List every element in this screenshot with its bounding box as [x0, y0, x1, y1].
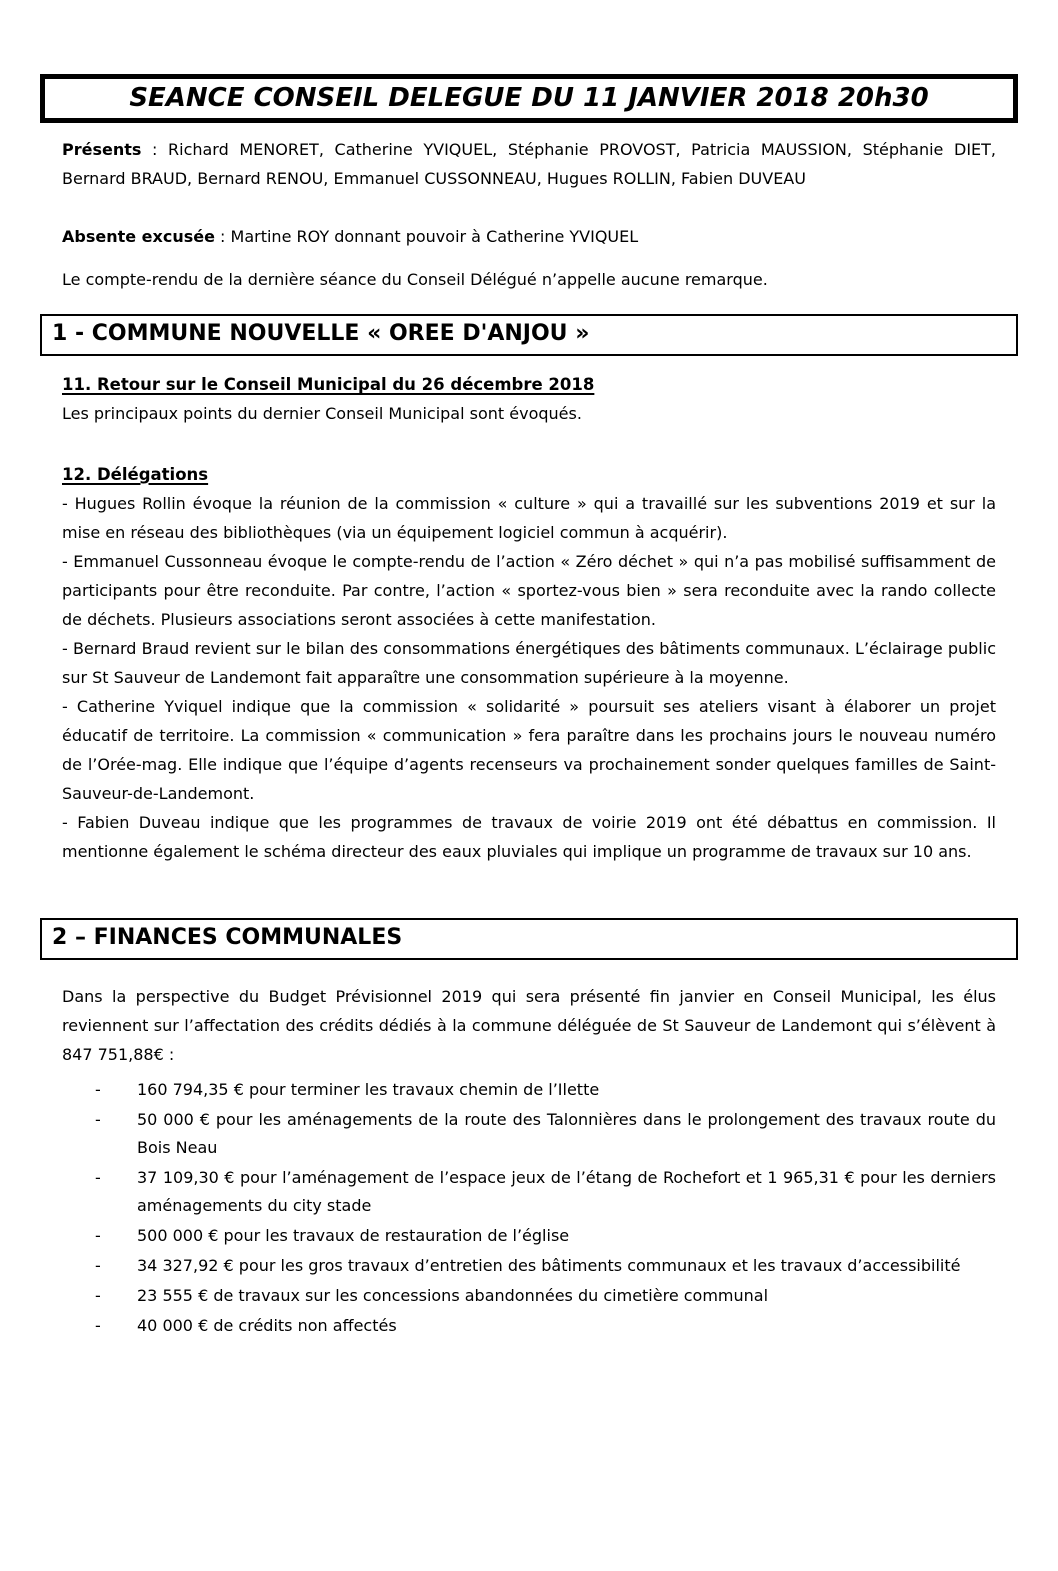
absent-separator: :	[214, 227, 231, 246]
delegation-paragraph: - Fabien Duveau indique que les programmes de travaux de voirie 2019 ont été débattus en commission. Il mentionne également le schéma directeur des eaux pluviales qui implique un programme de travaux sur 10 ans.	[62, 813, 996, 861]
list-item-dash: -	[95, 1080, 101, 1099]
absent-text: Martine ROY donnant pouvoir à Catherine YVIQUEL	[230, 227, 639, 246]
subsection-11-title: 11. Retour sur le Conseil Municipal du 26 décembre 2018	[62, 375, 595, 394]
list-item	[62, 1106, 996, 1162]
document-title-box	[40, 74, 1018, 123]
list-item-dash: -	[95, 1226, 101, 1245]
list-item-dash: -	[95, 1110, 101, 1129]
list-item	[62, 1076, 996, 1104]
list-item-text: 34 327,92 € pour les gros travaux d’entretien des bâtiments communaux et les travaux d’accessibilité	[137, 1256, 961, 1275]
list-item-dash: -	[95, 1316, 101, 1335]
delegations-paragraphs	[62, 489, 996, 866]
list-item-dash: -	[95, 1286, 101, 1305]
list-item	[62, 1312, 996, 1340]
absent-line	[62, 222, 996, 251]
delegation-paragraph: - Emmanuel Cussonneau évoque le compte-rendu de l’action « Zéro déchet » qui n’a pas mobilisé suffisamment de participants pour être reconduite. Par contre, l’action « sportez-vous bien » sera reconduite avec la rando collecte de déchets. Plusieurs associations seront associées à cette manifestation.	[62, 552, 996, 629]
list-item-text: 40 000 € de crédits non affectés	[137, 1316, 397, 1335]
delegation-paragraph: - Bernard Braud revient sur le bilan des consommations énergétiques des bâtiments communaux. L’éclairage public sur St Sauveur de Landemont fait apparaître une consommation supérieure à la moyenne.	[62, 639, 996, 687]
finances-list	[62, 1076, 996, 1340]
absent-label: Absente excusée	[62, 227, 215, 246]
list-item-dash: -	[95, 1256, 101, 1275]
list-item-text: 37 109,30 € pour l’aménagement de l’espace jeux de l’étang de Rochefort et 1 965,31 € pour les derniers aménagements du city stade	[137, 1168, 996, 1215]
list-item	[62, 1282, 996, 1310]
list-item-text: 500 000 € pour les travaux de restauration de l’église	[137, 1226, 570, 1245]
remark-line: Le compte-rendu de la dernière séance du Conseil Délégué n’appelle aucune remarque.	[62, 270, 768, 289]
subsection-12-title: 12. Délégations	[62, 465, 209, 484]
presents-separator: :	[141, 140, 168, 159]
section1-heading: 1 - COMMUNE NOUVELLE « OREE D'ANJOU »	[52, 321, 590, 346]
presents-names: Richard MENORET, Catherine YVIQUEL, Stéphanie PROVOST, Patricia MAUSSION, Stéphanie DIET, Bernard BRAUD, Bernard RENOU, Emmanuel CUSSONNEAU, Hugues ROLLIN, Fabien DUVEAU	[62, 140, 997, 188]
section1-heading-box	[40, 314, 1018, 356]
list-item	[62, 1252, 996, 1280]
list-item	[62, 1222, 996, 1250]
subsection-11-text: Les principaux points du dernier Conseil Municipal sont évoqués.	[62, 404, 582, 423]
list-item-text: 160 794,35 € pour terminer les travaux chemin de l’Ilette	[137, 1080, 600, 1099]
presents-line	[62, 135, 996, 193]
list-item	[62, 1164, 996, 1220]
list-item-text: 50 000 € pour les aménagements de la route des Talonnières dans le prolongement des travaux route du Bois Neau	[137, 1110, 996, 1157]
document-title: SEANCE CONSEIL DELEGUE DU 11 JANVIER 2018 20h30	[129, 83, 929, 113]
section2-heading: 2 – FINANCES COMMUNALES	[52, 925, 403, 950]
list-item-text: 23 555 € de travaux sur les concessions abandonnées du cimetière communal	[137, 1286, 769, 1305]
list-item-dash: -	[95, 1168, 101, 1187]
document-page	[0, 74, 1058, 1340]
finances-intro: Dans la perspective du Budget Prévisionnel 2019 qui sera présenté fin janvier en Conseil Municipal, les élus reviennent sur l’affectation des crédits dédiés à la commune déléguée de St Sauveur de Landemont qui s’élèvent à 847 751,88€ :	[62, 987, 996, 1064]
delegation-paragraph: - Hugues Rollin évoque la réunion de la commission « culture » qui a travaillé sur les subventions 2019 et sur la mise en réseau des bibliothèques (via un équipement logiciel commun à acquérir).	[62, 494, 996, 542]
presents-label: Présents	[62, 140, 142, 159]
delegation-paragraph: - Catherine Yviquel indique que la commission « solidarité » poursuit ses ateliers visant à élaborer un projet éducatif de territoire. La commission « communication » fera paraître dans les prochains jours le nouveau numéro de l’Orée-mag. Elle indique que l’équipe d’agents recenseurs va prochainement sonder quelques familles de Saint-Sauveur-de-Landemont.	[62, 697, 996, 803]
section2-heading-box	[40, 918, 1018, 960]
